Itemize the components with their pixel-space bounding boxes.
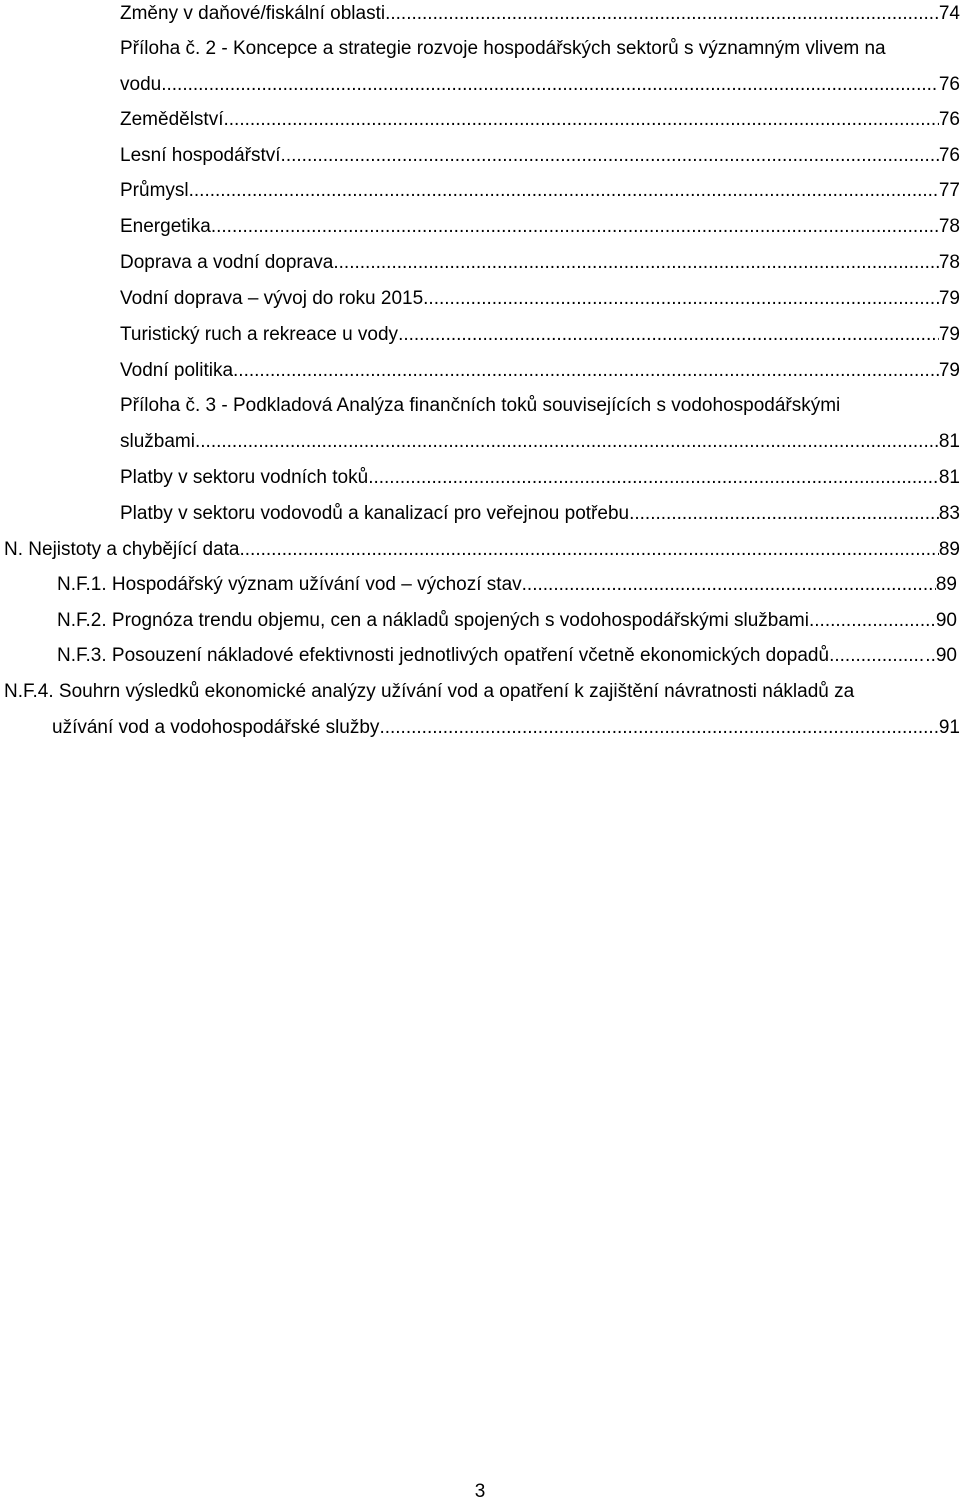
toc-entry[interactable] — [120, 179, 960, 205]
toc-entry-page: 79 — [938, 288, 960, 309]
toc-entry[interactable] — [120, 251, 960, 277]
toc-entry-title: Průmysl — [120, 180, 189, 201]
toc-entry[interactable] — [120, 430, 960, 456]
toc-entry[interactable] — [57, 609, 957, 635]
toc-entry[interactable] — [4, 538, 960, 564]
toc-leader-dots — [385, 2, 939, 26]
toc-entry[interactable] — [120, 73, 960, 99]
toc-entry[interactable] — [120, 466, 960, 492]
toc-entry-title: užívání vod a vodohospodářské služby — [52, 717, 380, 738]
toc-entry-title: Příloha č. 3 - Podkladová Analýza finančních toků souvisejících s vodohospodářskými — [120, 395, 841, 416]
toc-entry-title: Platby v sektoru vodovodů a kanalizací pro veřejnou potřebu — [120, 503, 630, 524]
toc-entry-title: Energetika — [120, 216, 211, 237]
toc-entry[interactable] — [120, 323, 960, 349]
toc-entry-page: 77 — [938, 180, 960, 201]
toc-entry-page: 89 — [938, 539, 960, 560]
toc-entry-title: Doprava a vodní doprava — [120, 252, 334, 273]
toc-entry-title: vodu — [120, 74, 162, 95]
toc-entry-page: 83 — [938, 503, 960, 524]
toc-entry-page: 90 — [935, 610, 957, 631]
toc-leader-dots — [809, 609, 936, 633]
toc-entry[interactable] — [120, 37, 960, 63]
toc-entry-title: Zemědělství — [120, 109, 224, 130]
toc-entry[interactable] — [120, 108, 960, 134]
toc-entry-title: N. Nejistoty a chybějící data — [4, 539, 240, 560]
toc-leader-dots — [161, 73, 939, 97]
toc-leader-dots — [211, 215, 939, 239]
toc-leader-dots — [522, 573, 936, 597]
toc-entry-title: službami — [120, 431, 195, 452]
toc-entry-page: 79 — [938, 324, 960, 345]
toc-entry-title: N.F.4. Souhrn výsledků ekonomické analýzy užívání vod a opatření k zajištění návratnosti nákladů za — [4, 681, 855, 702]
toc-entry-title: Změny v daňové/fiskální oblasti — [120, 3, 386, 24]
toc-entry-title: Lesní hospodářství — [120, 145, 281, 166]
toc-leader-dots — [423, 287, 939, 311]
toc-entry-title: N.F.1. Hospodářský význam užívání vod – výchozí stav — [57, 574, 522, 595]
toc-entry-title: N.F.3. Posouzení nákladové efektivnosti jednotlivých opatření včetně ekonomických dopadů — [57, 645, 830, 666]
toc-leader-dots — [240, 538, 939, 562]
toc-entry[interactable] — [120, 144, 960, 170]
toc-entry[interactable] — [120, 502, 960, 528]
toc-leader-dots — [189, 179, 939, 203]
toc-leader-dots — [281, 144, 939, 168]
toc-entry[interactable] — [120, 287, 960, 313]
toc-entry-page: 91 — [938, 717, 960, 738]
toc-entry-page: 78 — [938, 216, 960, 237]
toc-leader-dots — [333, 251, 938, 275]
toc-leader-dots — [379, 716, 938, 740]
toc-entry-page: 81 — [938, 431, 960, 452]
toc-leader-dots — [368, 466, 939, 490]
toc-entry-page: 76 — [938, 145, 960, 166]
toc-entry[interactable] — [120, 215, 960, 241]
toc-leader-dots — [233, 359, 939, 383]
toc-entry[interactable] — [120, 359, 960, 385]
toc-entry-page: 78 — [938, 252, 960, 273]
toc-entry-page: ..90 — [925, 645, 957, 666]
toc-entry-title: Vodní doprava – vývoj do roku 2015 — [120, 288, 424, 309]
toc-entry-title: Příloha č. 2 - Koncepce a strategie rozvoje hospodářských sektorů s významným vlivem na — [120, 38, 886, 59]
toc-entry-page: 89 — [935, 574, 957, 595]
page-number: 3 — [474, 1481, 486, 1502]
toc-entry[interactable] — [57, 644, 957, 670]
toc-leader-dots — [223, 108, 938, 132]
toc-entry-title: N.F.2. Prognóza trendu objemu, cen a nákladů spojených s vodohospodářskými službami — [57, 610, 809, 631]
toc-entry-page: 76 — [938, 74, 960, 95]
toc-entry-title: Vodní politika — [120, 360, 234, 381]
toc-leader-dots — [398, 323, 939, 347]
toc-entry-page: 81 — [938, 467, 960, 488]
toc-entry-page: 79 — [938, 360, 960, 381]
toc-entry[interactable] — [52, 716, 960, 742]
toc-entry[interactable] — [4, 680, 960, 706]
toc-entry-title: Turistický ruch a rekreace u vody — [120, 324, 399, 345]
toc-leader-dots — [829, 644, 925, 668]
toc-entry-title: Platby v sektoru vodních toků — [120, 467, 369, 488]
toc-entry-page: 76 — [938, 109, 960, 130]
toc-leader-dots — [629, 502, 939, 526]
toc-leader-dots — [195, 430, 939, 454]
toc-entry-page: 74 — [938, 3, 960, 24]
toc-entry[interactable] — [120, 2, 960, 28]
toc-entry[interactable] — [120, 394, 960, 420]
toc-entry[interactable] — [57, 573, 957, 599]
